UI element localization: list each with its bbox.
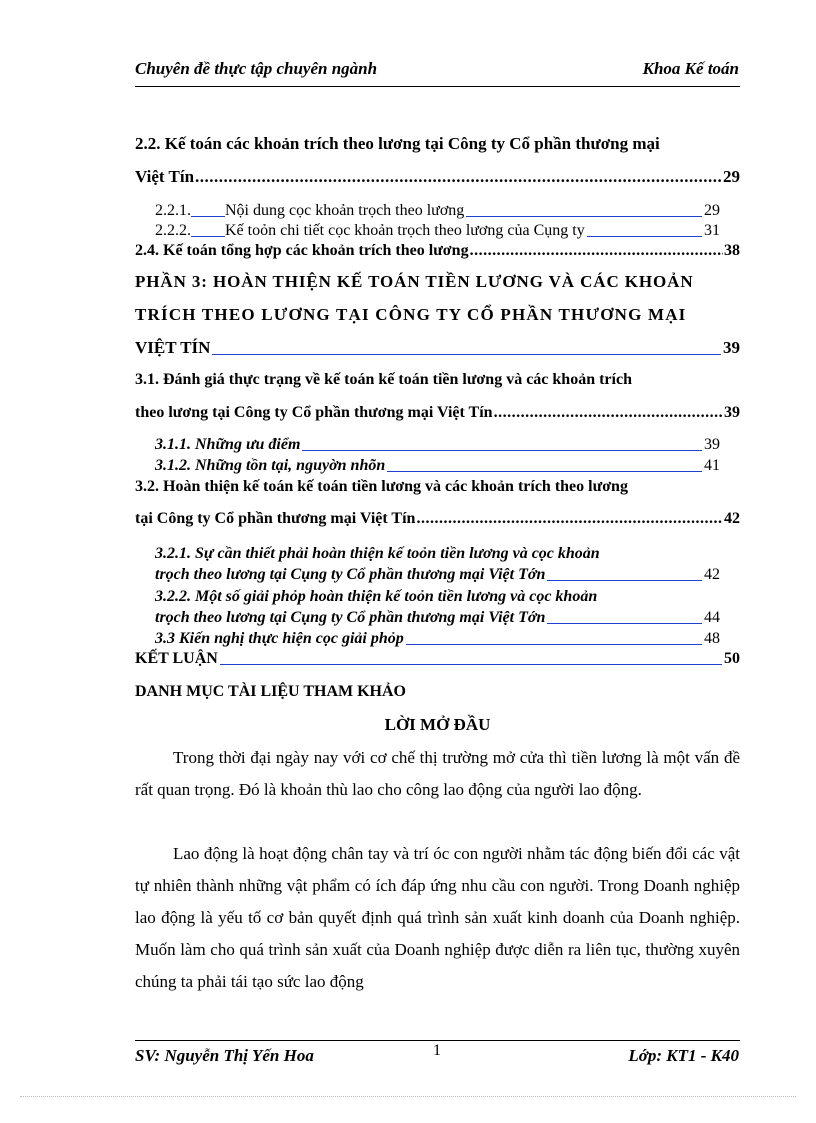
header-title: Chuyên đề thực tập chuyên ngành bbox=[135, 59, 378, 78]
intro-heading: LỜI MỞ ĐẦU bbox=[384, 715, 491, 734]
header-department: Khoa Kế toán bbox=[642, 59, 739, 78]
leader-dots bbox=[547, 620, 702, 624]
toc-conclusion[interactable]: KẾT LUẬN 50 bbox=[135, 650, 740, 667]
tab-leader bbox=[191, 213, 225, 217]
toc-3-3[interactable]: 3.3 Kiến nghị thực hiện cọc giải phỏp 48 bbox=[155, 630, 720, 647]
toc-3-2-2-line1[interactable]: 3.2.2. Một số giải phỏp hoàn thiện kế toỏn tiền lương và cọc khoản bbox=[155, 588, 598, 605]
toc-3-1-line1[interactable]: 3.1. Đánh giá thực trạng về kế toán kế toán tiền lương và các khoản trích bbox=[135, 371, 632, 388]
toc-2-2-line1[interactable]: 2.2. Kế toán các khoản trích theo lương tại Công ty Cổ phần thương mại bbox=[135, 134, 660, 153]
page-edge bbox=[20, 1096, 796, 1097]
toc-2-4[interactable]: 2.4. Kế toán tổng hợp các khoản trích theo lương ..... 38 bbox=[135, 242, 740, 260]
leader-dots bbox=[416, 510, 723, 528]
footer-student: SV: Nguyễn Thị Yến Hoa bbox=[135, 1046, 314, 1065]
leader-dots bbox=[494, 404, 723, 422]
footer-class: Lớp: KT1 - K40 bbox=[628, 1046, 739, 1065]
toc-part3-line3[interactable]: VIỆT TÍN 39 bbox=[135, 338, 740, 357]
intro-paragraph-2: Lao động là hoạt động chân tay và trí óc con người nhằm tác động biến đổi các vật tự nhiên thành những vật phẩm có ích đáp ứng nhu cầu con người. Trong Doanh nghiệp lao động là yếu tố cơ bản quyết định quá trình sản xuất kinh doanh của Doanh nghiệp. Muốn làm cho quá trình sản xuất của Doanh nghiệp được diễn ra liên tục, thường xuyên chúng ta phải tái tạo sức lao động bbox=[135, 844, 740, 991]
toc-2-2-1[interactable]: 2.2.1. Nội dung cọc khoản trọch theo lương 29 bbox=[155, 202, 720, 219]
leader-dots bbox=[302, 447, 702, 451]
toc-3-2-2-line2[interactable]: trọch theo lương tại Cụng ty Cổ phần thương mại Việt Tớn 44 bbox=[155, 609, 720, 626]
toc-3-1-line2[interactable]: theo lương tại Công ty Cổ phần thương mại Việt Tín ..... 39 bbox=[135, 404, 740, 422]
leader-dots bbox=[547, 577, 702, 581]
leader-dots bbox=[406, 641, 702, 645]
toc-3-2-1-line1[interactable]: 3.2.1. Sự cần thiết phải hoàn thiện kế toỏn tiền lương và cọc khoản bbox=[155, 545, 600, 562]
toc-3-2-1-line2[interactable]: trọch theo lương tại Cụng ty Cổ phần thương mại Việt Tớn 42 bbox=[155, 566, 720, 583]
toc-2-2-line2[interactable]: Việt Tín ..... 29 bbox=[135, 167, 740, 187]
toc-3-2-line1[interactable]: 3.2. Hoàn thiện kế toán kế toán tiền lương và các khoản trích theo lương bbox=[135, 478, 628, 495]
toc-3-2-line2[interactable]: tại Công ty Cổ phần thương mại Việt Tín ..... 42 bbox=[135, 510, 740, 528]
footer-page-number: 1 bbox=[433, 1042, 441, 1059]
leader-dots bbox=[470, 242, 723, 260]
header-rule bbox=[135, 86, 740, 87]
footer-rule bbox=[135, 1040, 740, 1041]
toc-2-2-2[interactable]: 2.2.2. Kế toỏn chi tiết cọc khoản trọch theo lương của Cụng ty 31 bbox=[155, 222, 720, 239]
leader-dots bbox=[212, 351, 721, 355]
toc-references[interactable]: DANH MỤC TÀI LIỆU THAM KHẢO bbox=[135, 683, 406, 700]
intro-paragraph-1: Trong thời đại ngày nay với cơ chế thị trường mở cửa thì tiền lương là một vấn đề rất quan trọng. Đó là khoản thù lao cho công lao động của người lao động. bbox=[135, 748, 740, 799]
toc-3-1-2[interactable]: 3.1.2. Những tồn tại, nguyờn nhõn 41 bbox=[155, 457, 720, 474]
toc-part3-line2[interactable]: TRÍCH THEO LƯƠNG TẠI CÔNG TY CỔ PHẦN THƯƠNG MẠI bbox=[135, 305, 687, 324]
leader-dots bbox=[195, 167, 722, 187]
toc-part3-line1[interactable]: PHẦN 3: HOÀN THIỆN KẾ TOÁN TIỀN LƯƠNG VÀ CÁC KHOẢN bbox=[135, 272, 694, 291]
leader-dots bbox=[466, 213, 702, 217]
leader-dots bbox=[387, 468, 702, 472]
leader-dots bbox=[220, 661, 722, 665]
toc-3-1-1[interactable]: 3.1.1. Những ưu điểm 39 bbox=[155, 436, 720, 453]
tab-leader bbox=[191, 233, 225, 237]
leader-dots bbox=[587, 233, 702, 237]
